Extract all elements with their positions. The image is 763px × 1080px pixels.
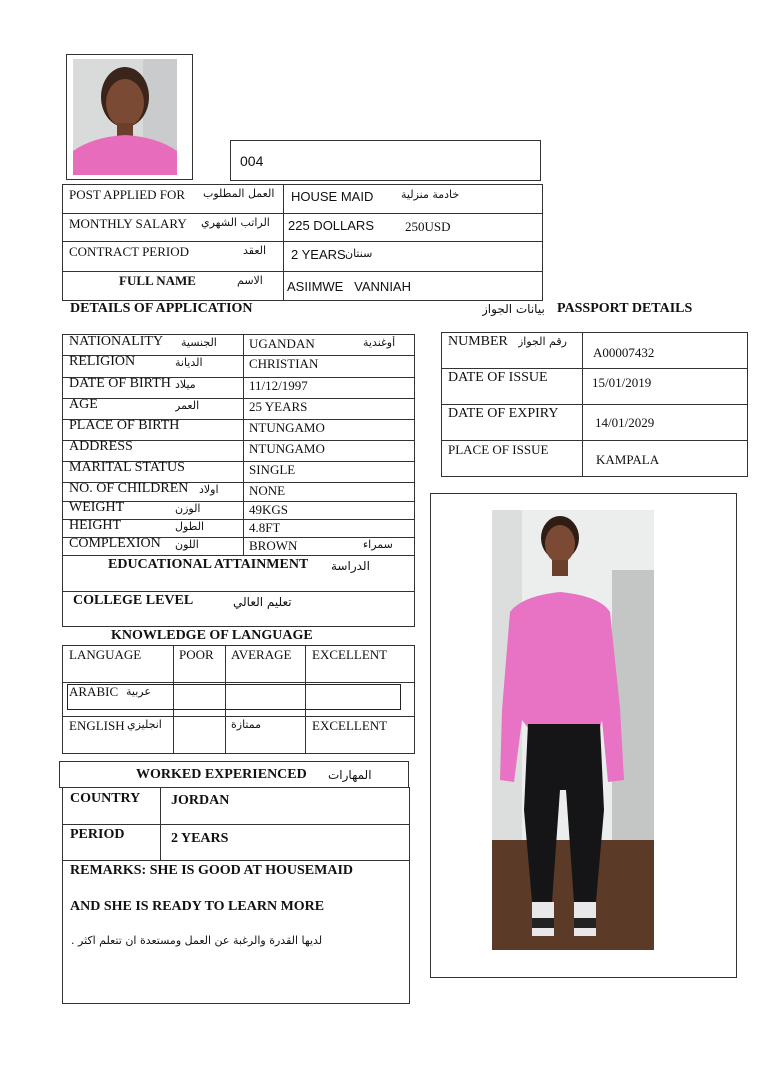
lang-english-excellent: EXCELLENT [312,718,388,733]
full-name-label-ar: الاسم [237,274,263,287]
education-level-ar: تعليم العالي [233,595,292,609]
detail-label: WEIGHT [69,500,125,515]
detail-label-ar: الجنسية [181,336,217,349]
full-name-value: ASIIMWE VANNIAH [287,279,411,294]
experience-table [62,787,410,1004]
detail-value: NTUNGAMO [249,441,325,456]
lang-header-excellent: EXCELLENT [312,647,388,662]
detail-label: DATE OF BIRTH [69,376,171,391]
detail-label: MARITAL STATUS [69,460,185,475]
detail-value-ar: أوغندية [363,336,396,349]
passport-table [441,332,748,477]
contract-period-label-ar: العقد [243,244,267,257]
detail-value: 4.8FT [249,520,281,535]
full-body-photo [492,510,654,950]
monthly-salary-label-ar: الراتب الشهري [201,216,270,229]
detail-label-ar: اولاد [199,483,219,496]
detail-label-ar: العمر [175,399,200,412]
detail-label: COMPLEXION [69,536,161,551]
detail-label: HEIGHT [69,518,122,533]
detail-value: BROWN [249,538,298,553]
portrait-photo [73,59,177,175]
remarks-ar: لديها القدرة والرغبة عن العمل ومستعدة ان تتعلم اكثر . [71,934,323,947]
passport-number-value: A00007432 [593,345,655,360]
lang-header-poor: POOR [179,647,214,662]
detail-value: 49KGS [249,502,289,517]
education-title-ar: الدراسة [331,559,370,573]
education-title: EDUCATIONAL ATTAINMENT [108,557,309,572]
remarks-line-1: REMARKS: SHE IS GOOD AT HOUSEMAID [70,863,354,878]
period-label: PERIOD [70,827,125,842]
detail-value: CHRISTIAN [249,356,319,371]
education-level: COLLEGE LEVEL [73,593,194,608]
date-of-issue-value: 15/01/2019 [592,375,652,390]
reference-number-box [230,140,541,181]
date-of-issue-label: DATE OF ISSUE [448,370,548,385]
lang-english-ar: انجليزي [127,718,162,731]
reference-number: 004 [240,153,264,169]
detail-label-ar: الديانة [175,356,203,369]
date-of-expiry-label: DATE OF EXPIRY [448,406,559,421]
detail-value: NTUNGAMO [249,420,325,435]
remarks-line-2: AND SHE IS READY TO LEARN MORE [70,899,325,914]
lang-english: ENGLISH [69,718,125,733]
post-applied-label: POST APPLIED FOR [69,187,186,202]
contract-period-value-ar: سنتان [345,247,373,260]
detail-label: NATIONALITY [69,334,164,349]
language-table [62,645,415,754]
monthly-salary-value: 225 DOLLARS [288,218,374,233]
detail-label: RELIGION [69,354,136,369]
details-heading: DETAILS OF APPLICATION [70,301,253,316]
full-name-label: FULL NAME [119,273,196,288]
contract-period-label: CONTRACT PERIOD [69,244,190,259]
detail-value: UGANDAN [249,336,315,351]
language-title: KNOWLEDGE OF LANGUAGE [111,628,313,643]
detail-label: AGE [69,397,98,412]
post-applied-label-ar: العمل المطلوب [203,187,275,200]
experience-title-box [59,761,409,788]
period-value: 2 YEARS [171,831,229,846]
lang-header-language: LANGUAGE [69,647,142,662]
lang-english-average-ar: ممتازة [231,718,261,731]
country-value: JORDAN [171,793,230,808]
detail-label-ar: ميلاد [175,378,196,391]
full-body-photo-frame [430,493,737,978]
detail-value: NONE [249,483,286,498]
place-of-issue-value: KAMPALA [596,452,660,467]
experience-title: WORKED EXPERIENCED [136,767,307,782]
detail-label-ar: اللون [175,538,199,551]
contract-period-value: 2 YEARS [291,247,346,262]
passport-heading-ar: بيانات الجواز [482,302,545,316]
post-applied-value-ar: خادمة منزلية [401,188,460,201]
detail-label: NO. OF CHILDREN [69,481,189,496]
passport-heading: PASSPORT DETAILS [557,301,693,316]
passport-number-label-ar: رقم الجواز [518,335,567,348]
date-of-expiry-value: 14/01/2029 [595,415,655,430]
monthly-salary-label: MONTHLY SALARY [69,216,187,231]
place-of-issue-label: PLACE OF ISSUE [448,442,549,457]
portrait-photo-frame [66,54,193,180]
experience-title-ar: المهارات [328,768,372,782]
monthly-salary-value-2: 250USD [405,219,451,234]
lang-header-average: AVERAGE [231,647,292,662]
detail-value: 25 YEARS [249,399,308,414]
country-label: COUNTRY [70,791,141,806]
detail-value-ar: سمراء [363,538,393,551]
job-table [62,184,543,301]
details-table [62,334,415,627]
passport-number-label: NUMBER [448,334,508,349]
lang-arabic: ARABIC [69,684,119,699]
detail-label-ar: الوزن [175,502,201,515]
detail-label-ar: الطول [175,520,205,533]
lang-arabic-ar: عربية [126,685,151,698]
detail-label: ADDRESS [69,439,133,454]
detail-label: PLACE OF BIRTH [69,418,180,433]
detail-value: SINGLE [249,462,296,477]
post-applied-value: HOUSE MAID [291,189,374,204]
detail-value: 11/12/1997 [249,378,308,393]
